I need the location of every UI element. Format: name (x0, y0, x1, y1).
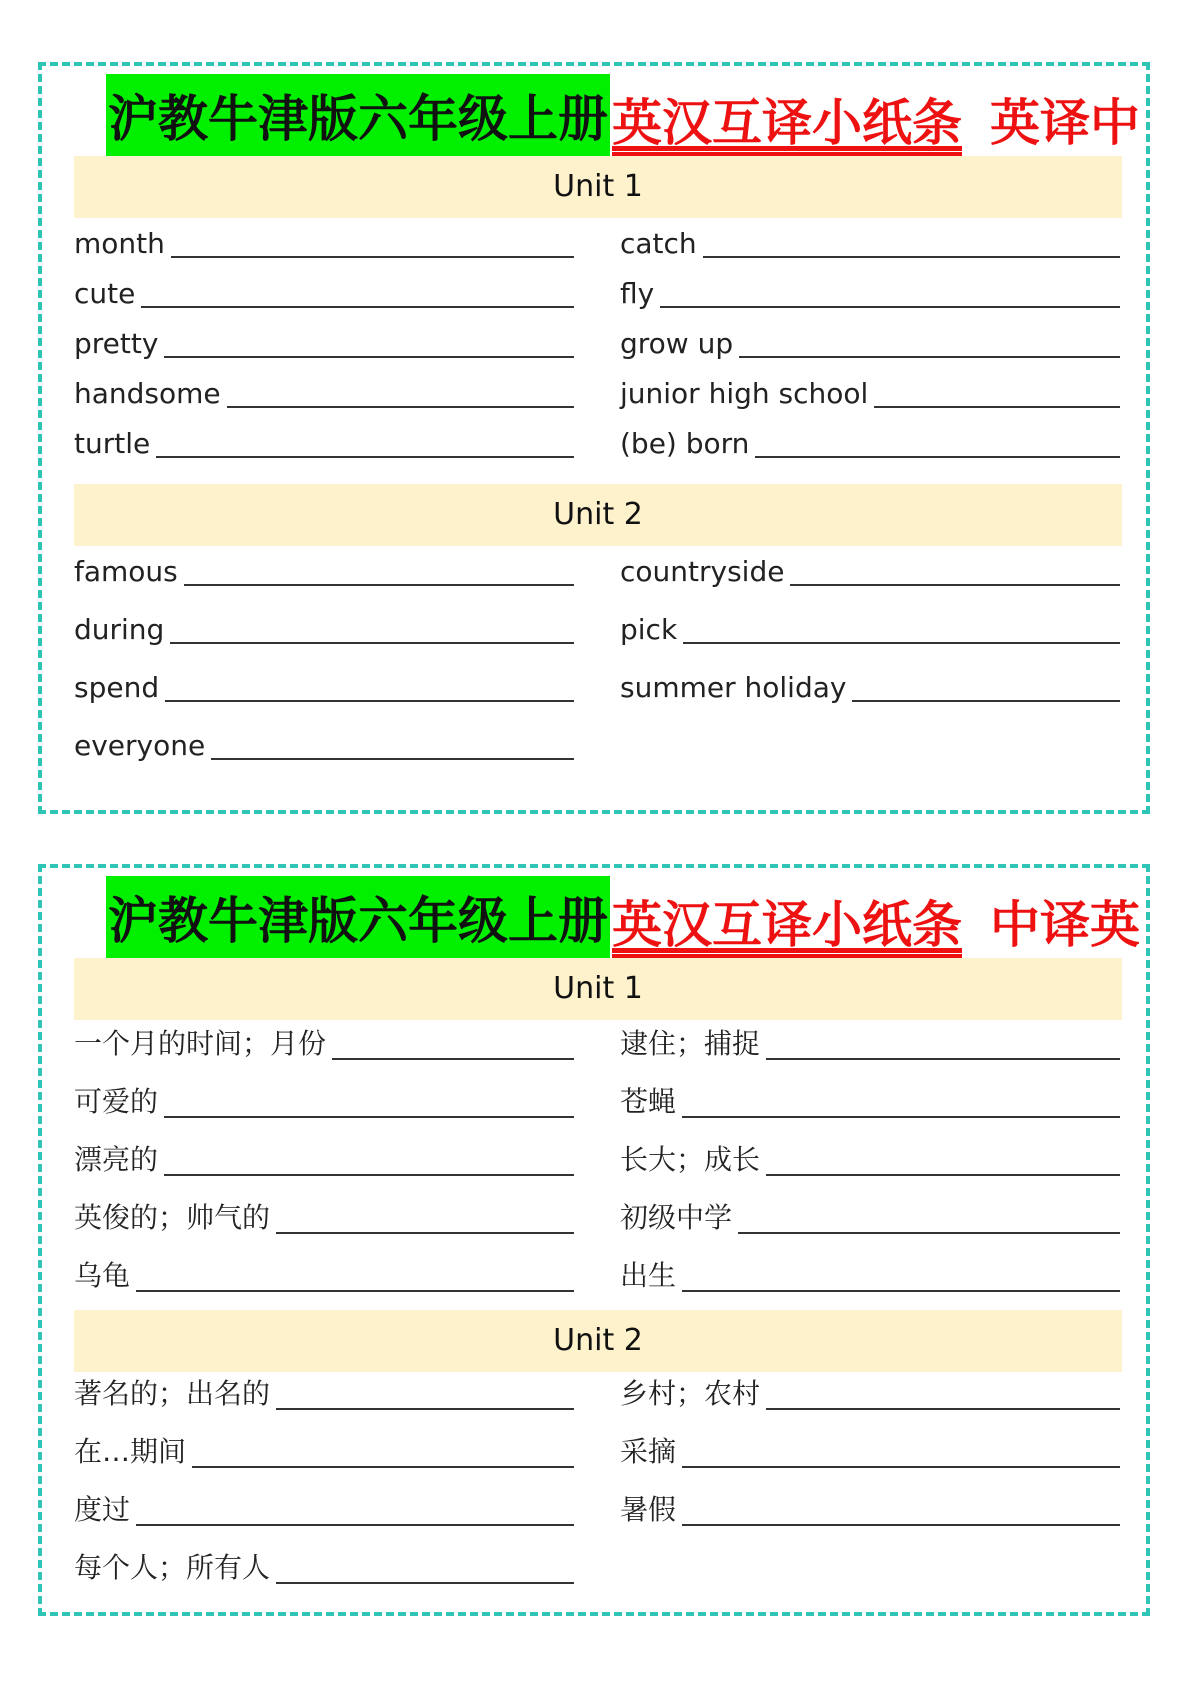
answer-blank[interactable] (164, 1114, 574, 1118)
worksheet-title (106, 74, 1140, 164)
vocab-row (620, 266, 1120, 314)
vocab-row (620, 316, 1120, 364)
vocab-row (74, 266, 574, 314)
answer-blank[interactable] (164, 1172, 574, 1176)
vocab-row (74, 1134, 574, 1182)
vocab-row (620, 1250, 1120, 1298)
answer-blank[interactable] (276, 1580, 574, 1584)
answer-blank[interactable] (852, 698, 1120, 702)
vocab-word: 苍蝇 (620, 1085, 677, 1118)
vocab-word: turtle (74, 427, 151, 460)
answer-blank[interactable] (682, 1464, 1120, 1468)
vocab-row (620, 1368, 1120, 1416)
vocab-row (620, 1192, 1120, 1240)
vocab-word: 逮住；捕捉 (620, 1027, 761, 1060)
answer-blank[interactable] (739, 354, 1120, 358)
unit-heading: Unit 1 (74, 156, 1122, 218)
vocab-word: 可爱的 (74, 1085, 159, 1118)
vocab-row (74, 1250, 574, 1298)
answer-blank[interactable] (682, 1522, 1120, 1526)
answer-blank[interactable] (683, 640, 1120, 644)
vocab-word: pretty (74, 327, 159, 360)
vocab-row (74, 216, 574, 264)
vocab-row (620, 1018, 1120, 1066)
answer-blank[interactable] (332, 1056, 574, 1060)
vocab-word: cute (74, 277, 136, 310)
vocab-word: grow up (620, 327, 734, 360)
vocab-word: 乡村；农村 (620, 1377, 761, 1410)
answer-blank[interactable] (766, 1406, 1120, 1410)
worksheet-title (106, 876, 1140, 966)
vocab-word: junior high school (620, 377, 869, 410)
worksheet-zh-to-en (38, 864, 1150, 1616)
vocab-row (74, 316, 574, 364)
answer-blank[interactable] (171, 254, 574, 258)
title-main: 英汉互译小纸条 (612, 896, 962, 954)
answer-blank[interactable] (703, 254, 1120, 258)
vocab-word: everyone (74, 729, 206, 762)
vocab-row (74, 544, 574, 592)
vocab-row (74, 1542, 574, 1590)
vocab-row (74, 1192, 574, 1240)
answer-blank[interactable] (192, 1464, 574, 1468)
vocab-word: pick (620, 613, 678, 646)
vocab-word: during (74, 613, 165, 646)
title-main: 英汉互译小纸条 (612, 94, 962, 152)
vocab-word: 漂亮的 (74, 1143, 159, 1176)
answer-blank[interactable] (136, 1288, 574, 1292)
vocab-row (620, 1484, 1120, 1532)
vocab-word: 在…期间 (74, 1435, 187, 1468)
vocab-word: famous (74, 555, 178, 588)
vocab-row (74, 1018, 574, 1066)
vocab-word: month (74, 227, 165, 260)
vocab-word: 乌龟 (74, 1259, 131, 1292)
vocab-word: summer holiday (620, 671, 847, 704)
vocab-row (74, 1426, 574, 1474)
vocab-word: spend (74, 671, 160, 704)
vocab-word: 长大；成长 (620, 1143, 761, 1176)
unit-heading: Unit 2 (74, 1310, 1122, 1372)
title-mode: 中译英 (990, 896, 1140, 954)
vocab-row (74, 1484, 574, 1532)
title-highlight: 沪教牛津版六年级上册 (106, 876, 610, 966)
vocab-word: 采摘 (620, 1435, 677, 1468)
vocab-row (74, 366, 574, 414)
vocab-word: 初级中学 (620, 1201, 733, 1234)
vocab-row (74, 602, 574, 650)
vocab-word: (be) born (620, 427, 750, 460)
vocab-word: 暑假 (620, 1493, 677, 1526)
vocab-word: 每个人；所有人 (74, 1551, 271, 1584)
answer-blank[interactable] (165, 698, 574, 702)
vocab-row (74, 1076, 574, 1124)
answer-blank[interactable] (874, 404, 1120, 408)
vocab-row (74, 1368, 574, 1416)
answer-blank[interactable] (170, 640, 574, 644)
answer-blank[interactable] (755, 454, 1120, 458)
unit-heading: Unit 1 (74, 958, 1122, 1020)
answer-blank[interactable] (682, 1114, 1120, 1118)
answer-blank[interactable] (790, 582, 1120, 586)
title-highlight: 沪教牛津版六年级上册 (106, 74, 610, 164)
vocab-row (620, 1426, 1120, 1474)
worksheet-en-to-zh (38, 62, 1150, 814)
vocab-row (620, 416, 1120, 464)
vocab-row (620, 366, 1120, 414)
vocab-row (74, 718, 574, 766)
title-mode: 英译中 (990, 94, 1140, 152)
vocab-row (620, 602, 1120, 650)
vocab-word: 度过 (74, 1493, 131, 1526)
answer-blank[interactable] (141, 304, 574, 308)
answer-blank[interactable] (766, 1172, 1120, 1176)
unit-heading: Unit 2 (74, 484, 1122, 546)
vocab-row (620, 660, 1120, 708)
vocab-word: 英俊的；帅气的 (74, 1201, 271, 1234)
vocab-row (74, 660, 574, 708)
vocab-row (620, 544, 1120, 592)
vocab-word: handsome (74, 377, 221, 410)
answer-blank[interactable] (184, 582, 574, 586)
answer-blank[interactable] (682, 1288, 1120, 1292)
answer-blank[interactable] (164, 354, 574, 358)
vocab-word: countryside (620, 555, 785, 588)
vocab-word: catch (620, 227, 697, 260)
vocab-word: 出生 (620, 1259, 677, 1292)
answer-blank[interactable] (738, 1230, 1120, 1234)
answer-blank[interactable] (276, 1230, 574, 1234)
answer-blank[interactable] (766, 1056, 1120, 1060)
vocab-row (74, 416, 574, 464)
answer-blank[interactable] (660, 304, 1120, 308)
answer-blank[interactable] (136, 1522, 574, 1526)
vocab-word: 著名的；出名的 (74, 1377, 271, 1410)
vocab-word: 一个月的时间；月份 (74, 1027, 327, 1060)
vocab-row (620, 1134, 1120, 1182)
vocab-row (620, 1076, 1120, 1124)
answer-blank[interactable] (211, 756, 574, 760)
vocab-row (620, 216, 1120, 264)
answer-blank[interactable] (156, 454, 574, 458)
answer-blank[interactable] (276, 1406, 574, 1410)
answer-blank[interactable] (227, 404, 574, 408)
vocab-word: fly (620, 277, 655, 310)
